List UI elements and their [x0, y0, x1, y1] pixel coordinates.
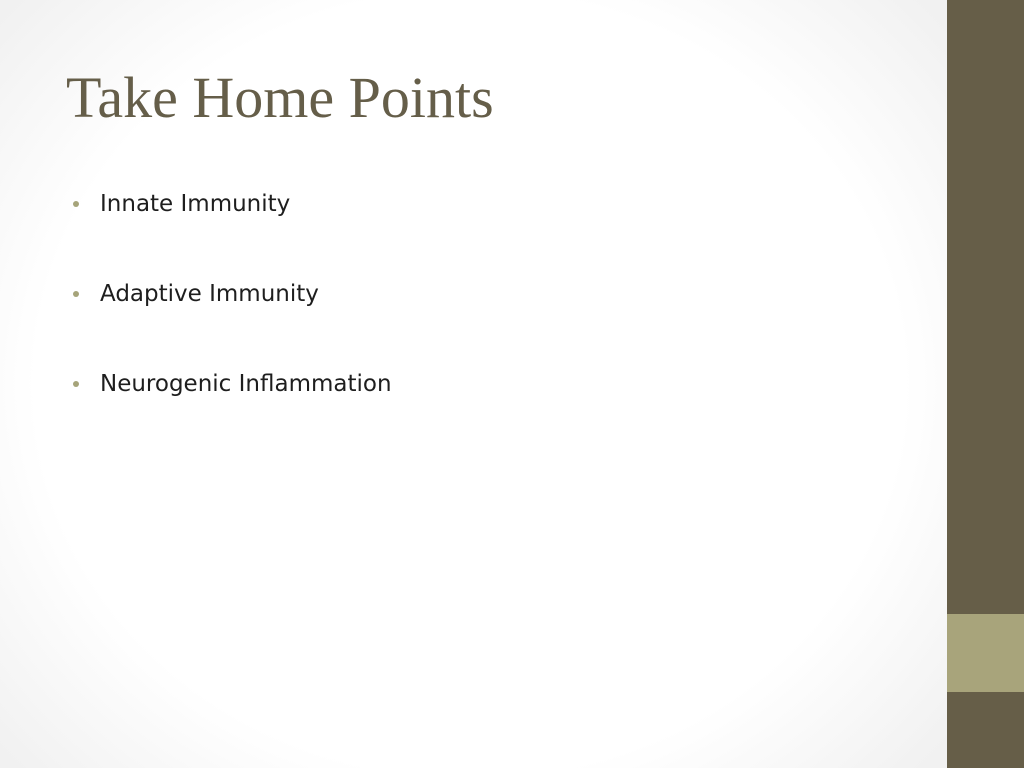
- bullet-icon: [73, 291, 79, 297]
- slide-title: Take Home Points: [66, 65, 494, 130]
- list-item: [73, 364, 392, 404]
- list-item: [73, 274, 392, 314]
- bullet-text: Adaptive Immunity: [100, 281, 319, 307]
- bullet-text: Innate Immunity: [100, 191, 291, 217]
- list-item: [73, 184, 392, 224]
- side-accent-block: [947, 614, 1024, 692]
- bullet-list: [73, 184, 392, 454]
- bullet-icon: [73, 201, 79, 207]
- bullet-text: Neurogenic Inflammation: [100, 371, 392, 397]
- bullet-icon: [73, 381, 79, 387]
